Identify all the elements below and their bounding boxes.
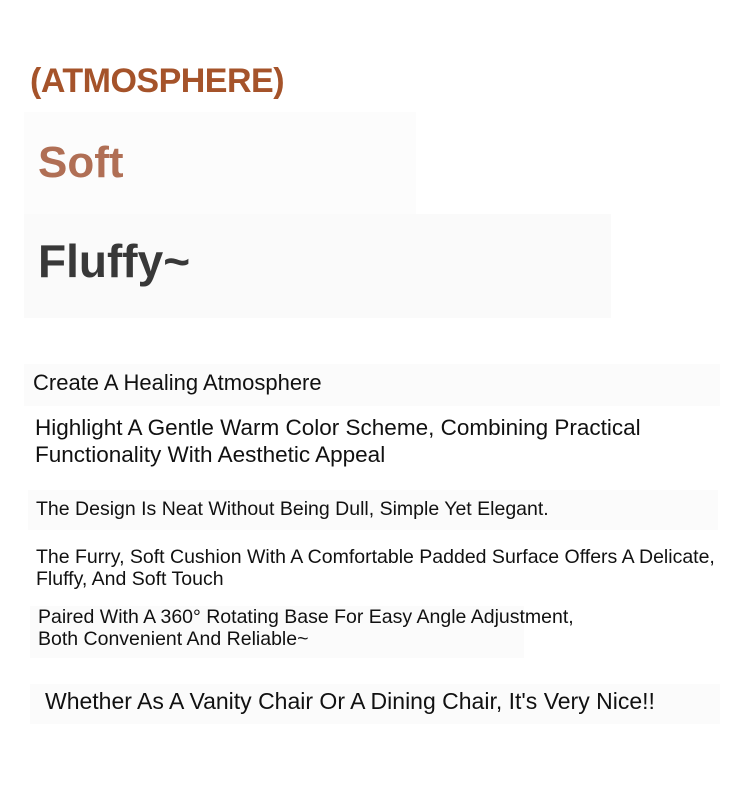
title-soft: Soft	[38, 138, 124, 187]
title-fluffy: Fluffy~	[38, 235, 191, 287]
section-tag: (ATMOSPHERE)	[30, 62, 285, 100]
cushion-line-1: The Furry, Soft Cushion With A Comfortable Padded Surface Offers A Delicate,	[36, 546, 715, 568]
title-fluffy-panel	[24, 214, 611, 318]
base-line-1: Paired With A 360° Rotating Base For Easy Angle Adjustment,	[38, 606, 574, 628]
rotating-base-paragraph	[30, 606, 574, 658]
title-soft-panel	[24, 112, 416, 214]
healing-atmosphere-heading: Create A Healing Atmosphere	[24, 364, 720, 406]
base-line-2: Both Convenient And Reliable~	[38, 628, 309, 650]
closing-paragraph: Whether As A Vanity Chair Or A Dining Chair, It's Very Nice!!	[30, 684, 720, 724]
cushion-paragraph	[28, 546, 750, 590]
cushion-line-2: Fluffy, And Soft Touch	[36, 568, 224, 590]
design-paragraph: The Design Is Neat Without Being Dull, Simple Yet Elegant.	[28, 490, 718, 530]
warm-color-paragraph: Highlight A Gentle Warm Color Scheme, Combining Practical Functionality With Aesthetic Appeal	[35, 415, 641, 467]
